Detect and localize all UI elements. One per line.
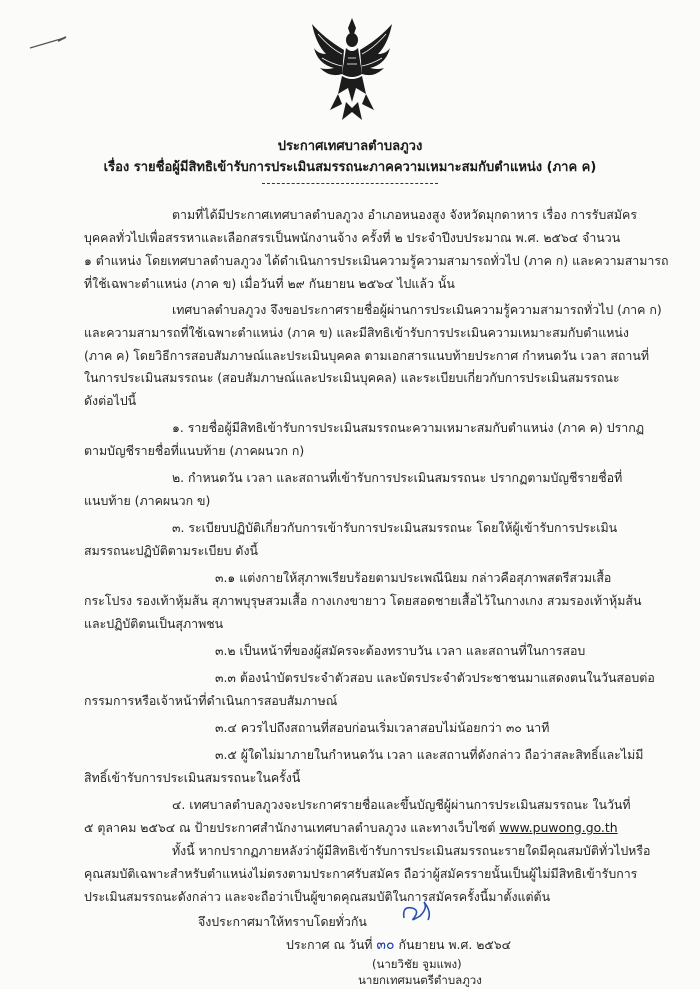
sub-item: ๓.๕ ผู้ใดไม่มาภายในกำหนดวัน เวลา และสถานที่ดังกล่าว ถือว่าสละสิทธิ์และไม่มี [215,747,644,762]
page-title: ประกาศเทศบาลตำบลภูวง [277,139,423,154]
paragraph-line: (ภาค ค) โดยวิธีการสอบสัมภาษณ์และประเมินบุคคล ตามเอกสารแนบท้ายประกาศ กำหนดวัน เวลา สถานที่ [84,348,650,363]
list-item: ๒. กำหนดวัน เวลา และสถานที่เข้ารับการประเมินสมรรถนะ ปรากฏตามบัญชีรายชื่อที่ [172,470,623,485]
list-item: ตามบัญชีรายชื่อที่แนบท้าย (ภาคผนวก ก) [84,443,305,458]
signature-icon [398,898,438,924]
paragraph-line: ทั้งนี้ หากปรากฏภายหลังว่าผู้มีสิทธิเข้ารับการประเมินสมรรถนะรายใดมีคุณสมบัติทั่วไปหรือ [172,843,651,858]
list-item: ๓. ระเบียบปฏิบัติเกี่ยวกับการเข้ารับการประเมินสมรรถนะ โดยให้ผู้เข้ารับการประเมิน [172,520,618,535]
list-item: สมรรถนะปฏิบัติตามระเบียบ ดังนี้ [84,543,258,558]
paragraph-line: ประเมินสมรรถนะดังกล่าว และจะถือว่าเป็นผู้ขาดคุณสมบัติในการสมัครครั้งนี้มาตั้งแต่ต้น [84,889,551,904]
list-item: ๔. เทศบาลตำบลภูวงจะประกาศรายชื่อและขึ้นบัญชีผู้ผ่านการประเมินสมรรถนะ ในวันที่ [172,797,631,812]
list-item: แนบท้าย (ภาคผนวก ข) [84,493,211,508]
sub-item: กระโปรง รองเท้าหุ้มส้น สุภาพบุรุษสวมเสื้อ กางเกงขายาว โดยสอดชายเสื้อไว้ในกางเกง สวมรองเท้าหุ้มส้น [84,593,642,608]
paragraph-line: เทศบาลตำบลภูวง จึงขอประกาศรายชื่อผู้ผ่านการประเมินความรู้ความสามารถทั่วไป (ภาค ก) [172,302,662,317]
paragraph-line: ๑ ตำแหน่ง โดยเทศบาลตำบลภูวง ได้ดำเนินการประเมินความรู้ความสามารถทั่วไป (ภาค ก) และความสามารถ [84,253,669,268]
sub-item: ๓.๒ เป็นหน้าที่ของผู้สมัครจะต้องทราบวัน เวลา และสถานที่ในการสอบ [215,643,586,658]
signer-name: (นายวิชัย จูมแพง) [372,957,462,971]
title-divider [262,183,438,184]
pen-mark-icon [28,36,68,50]
sub-item: ๓.๔ ควรไปถึงสถานที่สอบก่อนเริ่มเวลาสอบไม่น้อยกว่า ๓๐ นาที [215,720,550,735]
paragraph-line: ที่ใช้เฉพาะตำแหน่ง (ภาค ข) เมื่อวันที่ ๒๙ กันยายน ๒๕๖๔ ไปแล้ว นั้น [84,276,455,291]
date-month-year: กันยายน พ.ศ. ๒๕๖๔ [398,937,511,952]
sub-item: ๓.๓ ต้องนำบัตรประจำตัวสอบ และบัตรประจำตัวประชาชนมาแสดงตนในวันสอบต่อ [215,670,655,685]
date-day: ๓๐ [376,937,395,953]
paragraph-line: ในการประเมินสมรรถนะ (สอบสัมภาษณ์และประเมินบุคคล) และระเบียบเกี่ยวกับการประเมินสมรรถนะ [84,370,620,385]
sub-item: สิทธิ์เข้ารับการประเมินสมรรถนะในครั้งนี้ [84,770,301,785]
date-prefix: ประกาศ ณ วันที่ [286,937,373,952]
list-item: ๑. รายชื่อผู้มีสิทธิเข้ารับการประเมินสมรรถนะความเหมาะสมกับตำแหน่ง (ภาค ค) ปรากฏ [172,420,645,435]
paragraph-line: ดังต่อไปนี้ [84,393,137,408]
list-item-text: ๕ ตุลาคม ๒๕๖๔ ณ ป้ายประกาศสำนักงานเทศบาลตำบลภูวง และทางเว็บไซต์ [84,820,496,835]
document-subject: เรื่อง รายชื่อผู้มีสิทธิเข้ารับการประเมินสมรรถนะภาคความเหมาะสมกับตำแหน่ง (ภาค ค) [103,160,597,175]
garuda-emblem-icon [308,14,396,124]
paragraph-line: ตามที่ได้มีประกาศเทศบาลตำบลภูวง อำเภอหนองสูง จังหวัดมุกดาหาร เรื่อง การรับสมัคร [172,207,637,222]
signer-position: นายกเทศมนตรีตำบลภูวง [358,973,482,987]
sub-item: กรรมการหรือเจ้าหน้าที่ดำเนินการสอบสัมภาษณ์ [84,693,338,708]
paragraph-line: และความสามารถที่ใช้เฉพาะตำแหน่ง (ภาค ข) และมีสิทธิเข้ารับการประเมินความเหมาะสมกับตำแหน่ง [84,325,629,340]
list-item [84,820,618,836]
paragraph-line: บุคคลทั่วไปเพื่อสรรหาและเลือกสรรเป็นพนักงานจ้าง ครั้งที่ ๒ ประจำปีงบประมาณ พ.ศ. ๒๕๖๔ จำนวน [84,230,621,245]
website-link[interactable]: www.puwong.go.th [499,820,618,835]
closing-text: จึงประกาศมาให้ทราบโดยทั่วกัน [198,914,367,929]
sub-item: ๓.๑ แต่งกายให้สุภาพเรียบร้อยตามประเพณีนิยม กล่าวคือสุภาพสตรีสวมเสื้อ [215,570,612,585]
announcement-date [286,937,511,953]
paragraph-line: คุณสมบัติเฉพาะสำหรับตำแหน่งไม่ตรงตามประกาศรับสมัคร ถือว่าผู้สมัครรายนั้นเป็นผู้ไม่มีสิทธิเข้ารับการ [84,866,638,881]
sub-item: และปฏิบัติตนเป็นสุภาพชน [84,616,224,631]
